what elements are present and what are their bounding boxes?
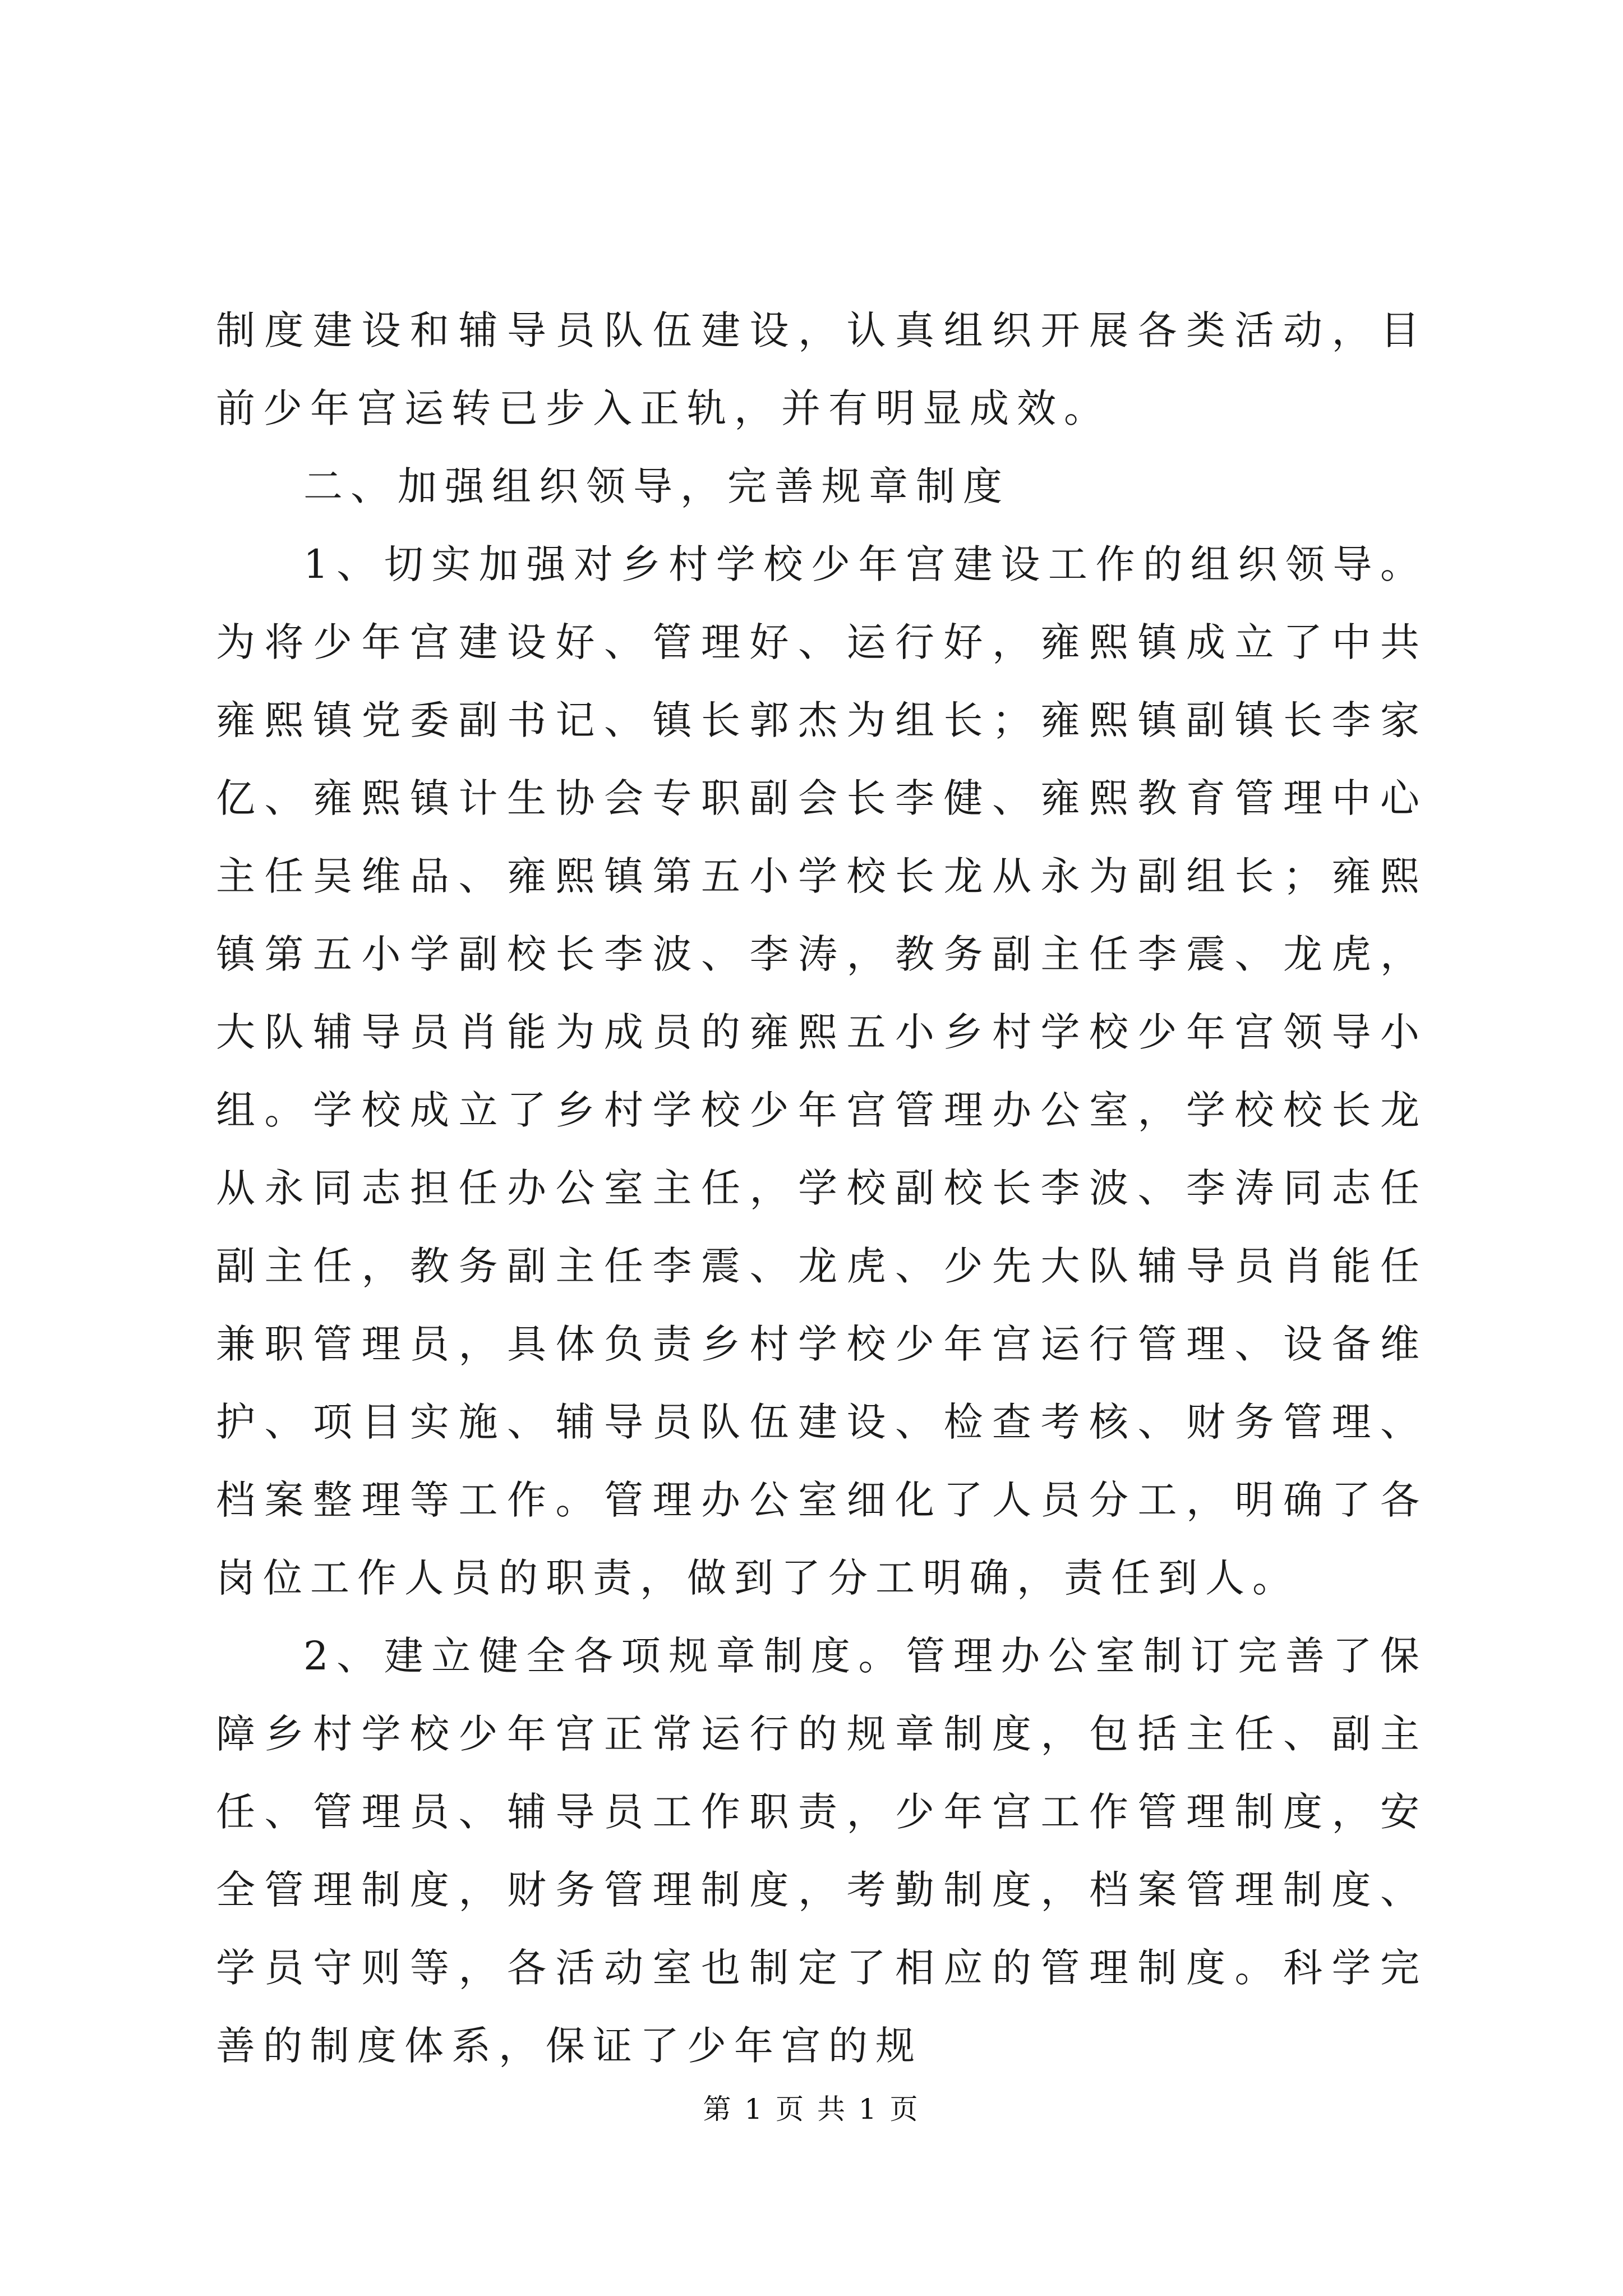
page-number-footer: 第 1 页 共 1 页: [703, 2093, 920, 2125]
paragraph-continuation: 制度建设和辅导员队伍建设，认真组织开展各类活动，目前少年宫运转已步入正轨，并有明显成效。: [216, 307, 1427, 431]
section-heading: 二、加强组织领导，完善规章制度: [303, 463, 1010, 509]
document-body: [216, 292, 1427, 2085]
paragraph-rules-system: 2、建立健全各项规章制度。管理办公室制订完善了保障乡村学校少年宫正常运行的规章制度，包括主任、副主任、管理员、辅导员工作职责，少年宫工作管理制度，安全管理制度，财务管理制度，考勤制度，档案管理制度、学员守则等，各活动室也制定了相应的管理制度。科学完善的制度体系，保证了少年宫的规: [216, 1633, 1427, 2069]
paragraph-organization-leadership: 1、切实加强对乡村学校少年宫建设工作的组织领导。为将少年宫建设好、管理好、运行好，雍熙镇成立了中共雍熙镇党委副书记、镇长郭杰为组长；雍熙镇副镇长李家亿、雍熙镇计生协会专职副会长李健、雍熙教育管理中心主任吴维品、雍熙镇第五小学校长龙从永为副组长；雍熙镇第五小学副校长李波、李涛，教务副主任李震、龙虎，大队辅导员肖能为成员的雍熙五小乡村学校少年宫领导小组。学校成立了乡村学校少年宫管理办公室，学校校长龙从永同志担任办公室主任，学校副校长李波、李涛同志任副主任，教务副主任李震、龙虎、少先大队辅导员肖能任兼职管理员，具体负责乡村学校少年宫运行管理、设备维护、项目实施、辅导员队伍建设、检查考核、财务管理、档案整理等工作。管理办公室细化了人员分工，明确了各岗位工作人员的职责，做到了分工明确，责任到人。: [216, 541, 1427, 1601]
